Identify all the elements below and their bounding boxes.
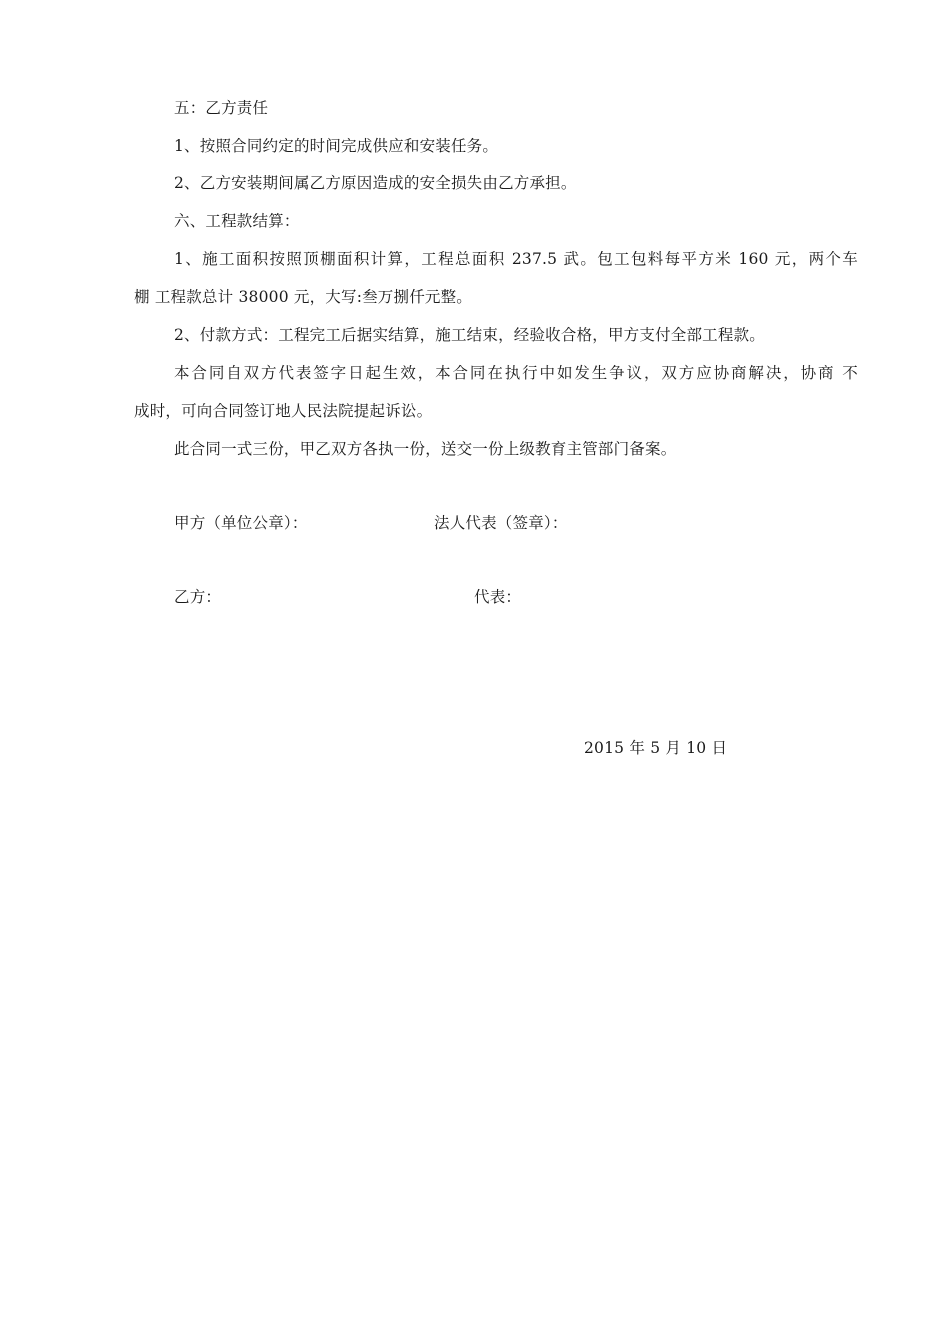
section-six-item-1-line-1: 1、施工面积按照顶棚面积计算，工程总面积 237.5 武。包工包料每平方米 160 元，两个车 [174,250,858,268]
section-six-heading: 六、工程款结算： [174,212,300,230]
section-five-item-1: 1、按照合同约定的时间完成供应和安装任务。 [174,137,499,155]
section-five-heading: 五：乙方责任 [174,99,269,117]
section-six-item-1-line-2: 棚 工程款总计 38000 元，大写:叁万捌仟元整。 [134,288,473,306]
effect-clause-line-2: 成时，可向合同签订地人民法院提起诉讼。 [134,402,433,420]
section-six-item-2: 2、付款方式：工程完工后据实结算，施工结束，经验收合格，甲方支付全部工程款。 [174,326,765,344]
section-five-item-2: 2、乙方安装期间属乙方原因造成的安全损失由乙方承担。 [174,174,577,192]
representative-label: 代表： [474,588,522,606]
party-a-seal-label: 甲方（单位公章）： [174,514,308,532]
effect-clause-line-1: 本合同自双方代表签字日起生效，本合同在执行中如发生争议，双方应协商解决，协商 不 [174,364,858,382]
legal-representative-label: 法人代表（签章）： [434,514,568,532]
contract-date: 2015 年 5 月 10 日 [584,739,728,757]
copies-clause: 此合同一式三份，甲乙双方各执一份，送交一份上级教育主管部门备案。 [174,440,677,458]
party-b-label: 乙方： [174,588,222,606]
